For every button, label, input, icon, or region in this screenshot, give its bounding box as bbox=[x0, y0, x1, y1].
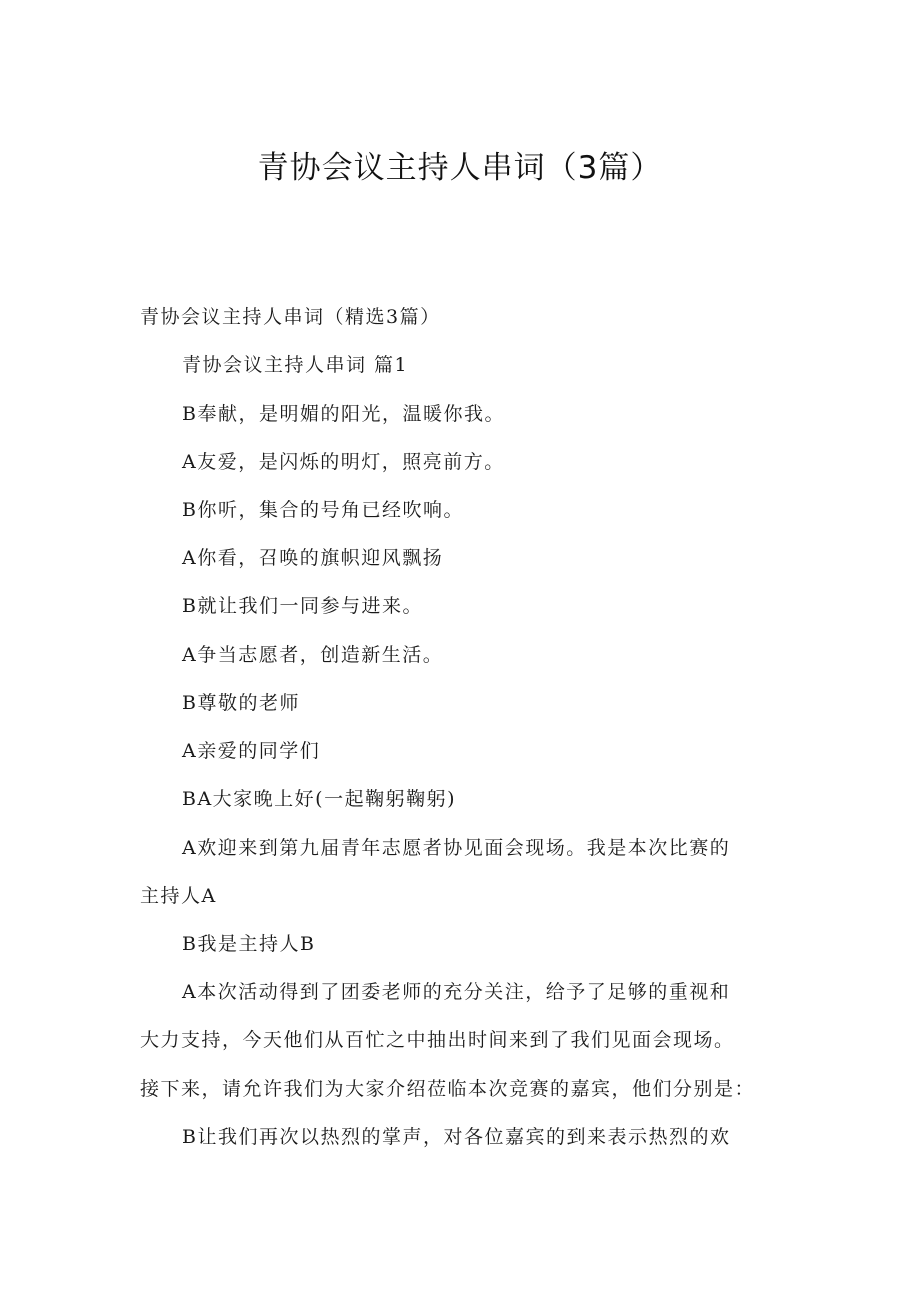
paragraph-line: A你看，召唤的旗帜迎风飘扬 bbox=[182, 547, 444, 569]
paragraph-line: A欢迎来到第九届青年志愿者协见面会现场。我是本次比赛的 bbox=[182, 837, 731, 859]
paragraph-line: B奉献，是明媚的阳光，温暖你我。 bbox=[182, 403, 505, 425]
paragraph-line: B我是主持人B bbox=[182, 933, 316, 955]
paragraph-line: B就让我们一同参与进来。 bbox=[182, 595, 423, 617]
paragraph-line: A本次活动得到了团委老师的充分关注，给予了足够的重视和 bbox=[182, 981, 731, 1003]
paragraph-line: B让我们再次以热烈的掌声，对各位嘉宾的到来表示热烈的欢 bbox=[182, 1126, 731, 1148]
document-title: 青协会议主持人串词（3篇） bbox=[257, 150, 663, 186]
paragraph-line: A友爱，是闪烁的明灯，照亮前方。 bbox=[182, 451, 505, 473]
paragraph-line: A亲爱的同学们 bbox=[182, 740, 321, 762]
paragraph-line: A争当志愿者，创造新生活。 bbox=[182, 644, 444, 666]
paragraph-line: 大力支持，今天他们从百忙之中抽出时间来到了我们见面会现场。 bbox=[140, 1029, 735, 1051]
paragraph-line: BA大家晚上好(一起鞠躬鞠躬) bbox=[182, 788, 457, 810]
paragraph-line: 接下来，请允许我们为大家介绍莅临本次竞赛的嘉宾，他们分别是： bbox=[140, 1078, 756, 1100]
paragraph-line: B你听，集合的号角已经吹响。 bbox=[182, 499, 464, 521]
paragraph-line: 主持人A bbox=[140, 885, 217, 907]
document-subtitle: 青协会议主持人串词（精选3篇） bbox=[140, 306, 441, 328]
paragraph-line: B尊敬的老师 bbox=[182, 692, 300, 714]
section-heading: 青协会议主持人串词 篇1 bbox=[182, 354, 409, 376]
